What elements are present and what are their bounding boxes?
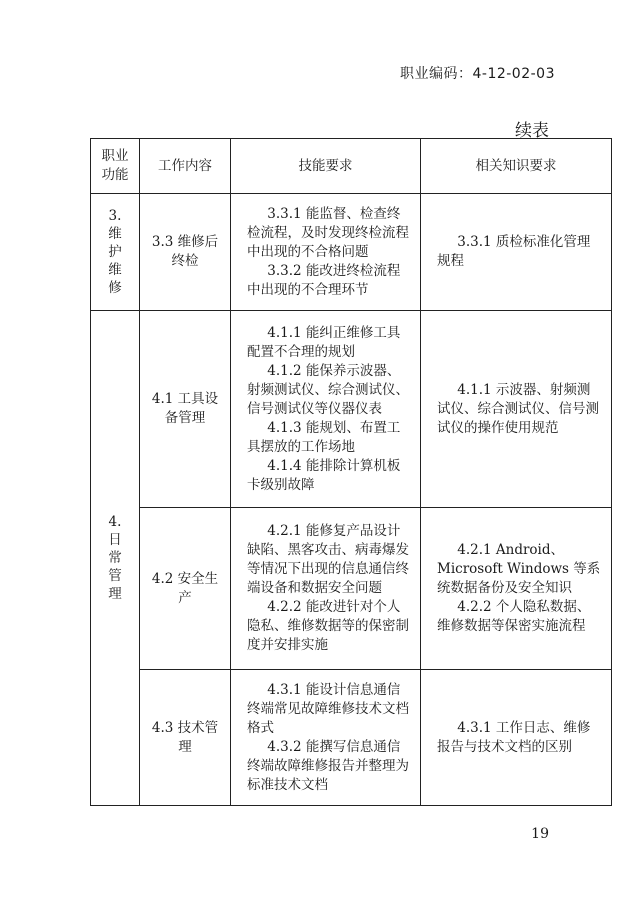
function-char: 维: [108, 262, 122, 278]
occupation-code: 职业编码：4-12-02-03: [399, 66, 555, 82]
function-char: 日: [108, 532, 122, 548]
table-row: [91, 508, 612, 670]
header-work-content: 工作内容: [140, 139, 231, 194]
knowledge-item: 4.2.2 个人隐私数据、维修数据等保密实施流程: [437, 599, 591, 634]
function-char: 修: [108, 280, 122, 296]
function-char: 维: [108, 226, 122, 242]
function-cell-4: [91, 311, 140, 806]
knowledge-cell: [421, 311, 612, 508]
function-char: 护: [108, 244, 122, 260]
skill-item: 4.3.1 能设计信息通信终端常见故障维修技术文档格式: [247, 681, 409, 736]
skill-item: 4.3.2 能撰写信息通信终端故障维修报告并整理为标准技术文档: [247, 738, 409, 793]
function-label: [91, 207, 139, 297]
table-header-row: [91, 139, 612, 194]
skill-item: 4.1.2 能保养示波器、射频测试仪、综合测试仪、信号测试仪等仪器仪表: [247, 362, 409, 417]
skill-cell: [231, 194, 421, 311]
table-row: [91, 194, 612, 311]
skill-cell: [231, 508, 421, 670]
page-number: 19: [531, 826, 549, 842]
skill-item: 4.2.2 能改进针对个人隐私、维修数据等的保密制度并安排实施: [247, 599, 409, 653]
knowledge-item: 4.3.1 工作日志、维修报告与技术文档的区别: [437, 719, 591, 755]
skill-item: 3.3.1 能监督、检查终检流程，及时发现终检流程中出现的不合格问题: [247, 205, 409, 260]
skill-standard-table: [90, 138, 612, 806]
knowledge-cell: [421, 508, 612, 670]
function-char: 3.: [108, 208, 122, 224]
header-knowledge-requirements: 相关知识要求: [421, 139, 612, 194]
work-content-cell: 4.3 技术管理: [140, 670, 231, 806]
header-function: 职业功能: [91, 139, 140, 194]
skill-cell: [231, 311, 421, 508]
knowledge-item: 4.1.1 示波器、射频测试仪、综合测试仪、信号测试仪的操作使用规范: [437, 381, 599, 436]
work-content-cell: 3.3 维修后终检: [140, 194, 231, 311]
skill-item: 4.1.4 能排除计算机板卡级别故障: [247, 457, 401, 493]
continued-label: 续表: [515, 121, 549, 141]
work-content-cell: 4.1 工具设备管理: [140, 311, 231, 508]
function-cell-3: [91, 194, 140, 311]
function-label: [91, 513, 139, 603]
function-char: 4.: [108, 514, 122, 530]
skill-item: 4.1.3 能规划、布置工具摆放的工作场地: [247, 419, 401, 455]
skill-item: 4.1.1 能纠正维修工具配置不合理的规划: [247, 324, 401, 360]
knowledge-item: 3.3.1 质检标准化管理规程: [437, 234, 591, 269]
function-char: 常: [108, 550, 122, 566]
skill-item: 3.3.2 能改进终检流程中出现的不合理环节: [247, 262, 401, 298]
header-skill-requirements: 技能要求: [231, 139, 421, 194]
knowledge-item: 4.2.1 Android、Microsoft Windows 等系统数据备份及安全知识: [437, 542, 601, 596]
skill-item: 4.2.1 能修复产品设计缺陷、黑客攻击、病毒爆发等情况下出现的信息通信终端设备和数据安全问题: [247, 523, 409, 596]
knowledge-cell: [421, 194, 612, 311]
skill-cell: [231, 670, 421, 806]
work-content-cell: 4.2 安全生产: [140, 508, 231, 670]
table-row: [91, 311, 612, 508]
table-row: [91, 670, 612, 806]
function-char: 理: [108, 586, 122, 602]
knowledge-cell: [421, 670, 612, 806]
function-char: 管: [108, 568, 122, 584]
